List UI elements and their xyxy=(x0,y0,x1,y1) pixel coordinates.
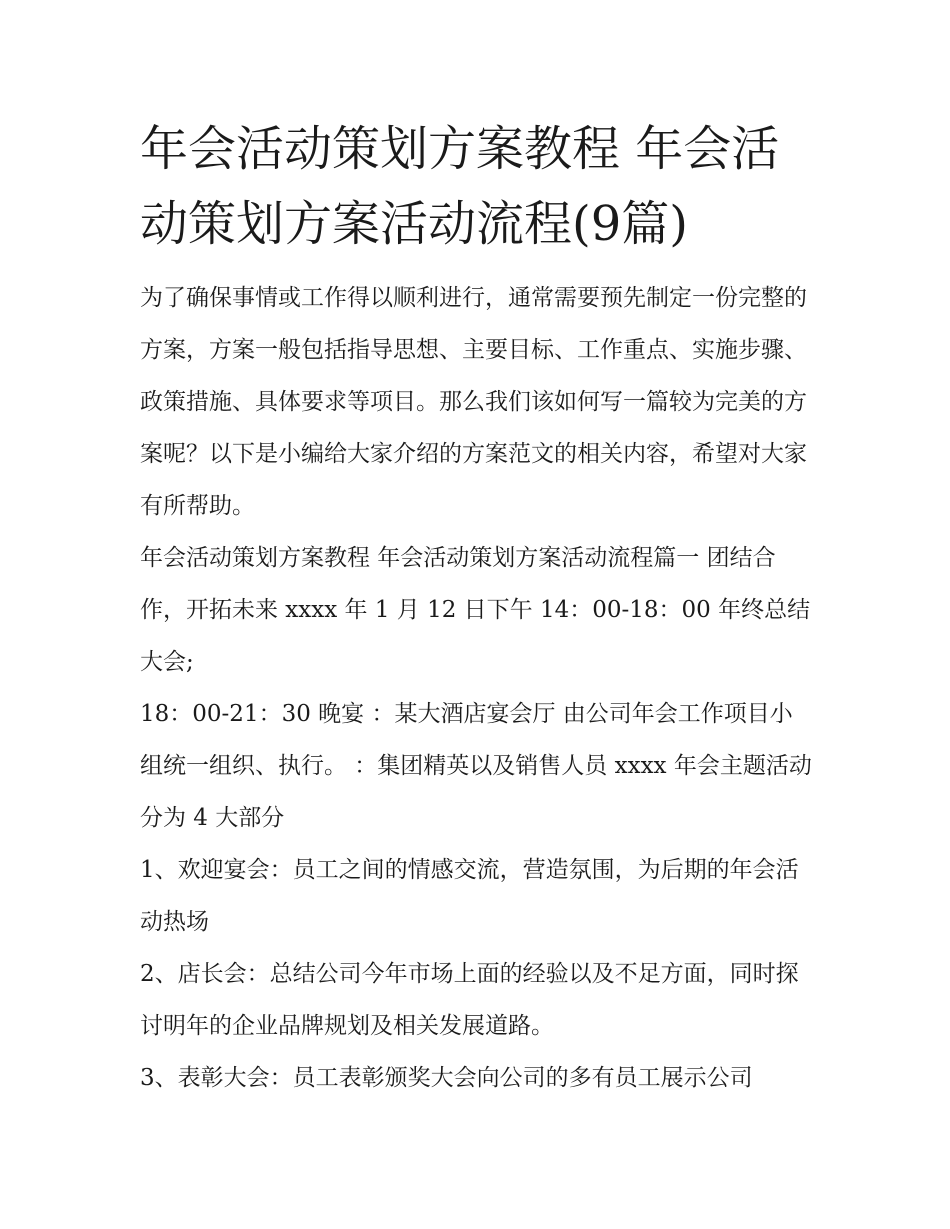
paragraph-event-overview: 年会活动策划方案教程 年会活动策划方案活动流程篇一 团结合作，开拓未来 xxxx 年 1 月 12 日下午 14：00-18：00 年终总结大会; xyxy=(140,545,811,675)
document-body xyxy=(140,112,812,1104)
paragraph-item-awards-ceremony: 3、表彰大会：员工表彰颁奖大会向公司的多有员工展示公司 xyxy=(140,1065,753,1091)
paragraph-item-welcome-banquet: 1、欢迎宴会：员工之间的情感交流，营造氛围，为后期的年会活动热场 xyxy=(140,857,799,935)
document-title: 年会活动策划方案教程 年会活动策划方案活动流程(9篇) xyxy=(140,121,780,252)
paragraph-banquet-schedule: 18：00-21：30 晚宴 ：某大酒店宴会厅 由公司年会工作项目小组统一组织、执行。 ：集团精英以及销售人员 xxxx 年会主题活动分为 4 大部分 xyxy=(140,701,812,831)
paragraph-item-store-manager-meeting: 2、店长会：总结公司今年市场上面的经验以及不足方面，同时探讨明年的企业品牌规划及相关发展道路。 xyxy=(140,961,799,1039)
intro-paragraph: 为了确保事情或工作得以顺利进行，通常需要预先制定一份完整的方案，方案一般包括指导思想、主要目标、工作重点、实施步骤、政策措施、具体要求等项目。那么我们该如何写一篇较为完美的方案呢？以下是小编给大家介绍的方案范文的相关内容，希望对大家有所帮助。 xyxy=(140,285,807,519)
